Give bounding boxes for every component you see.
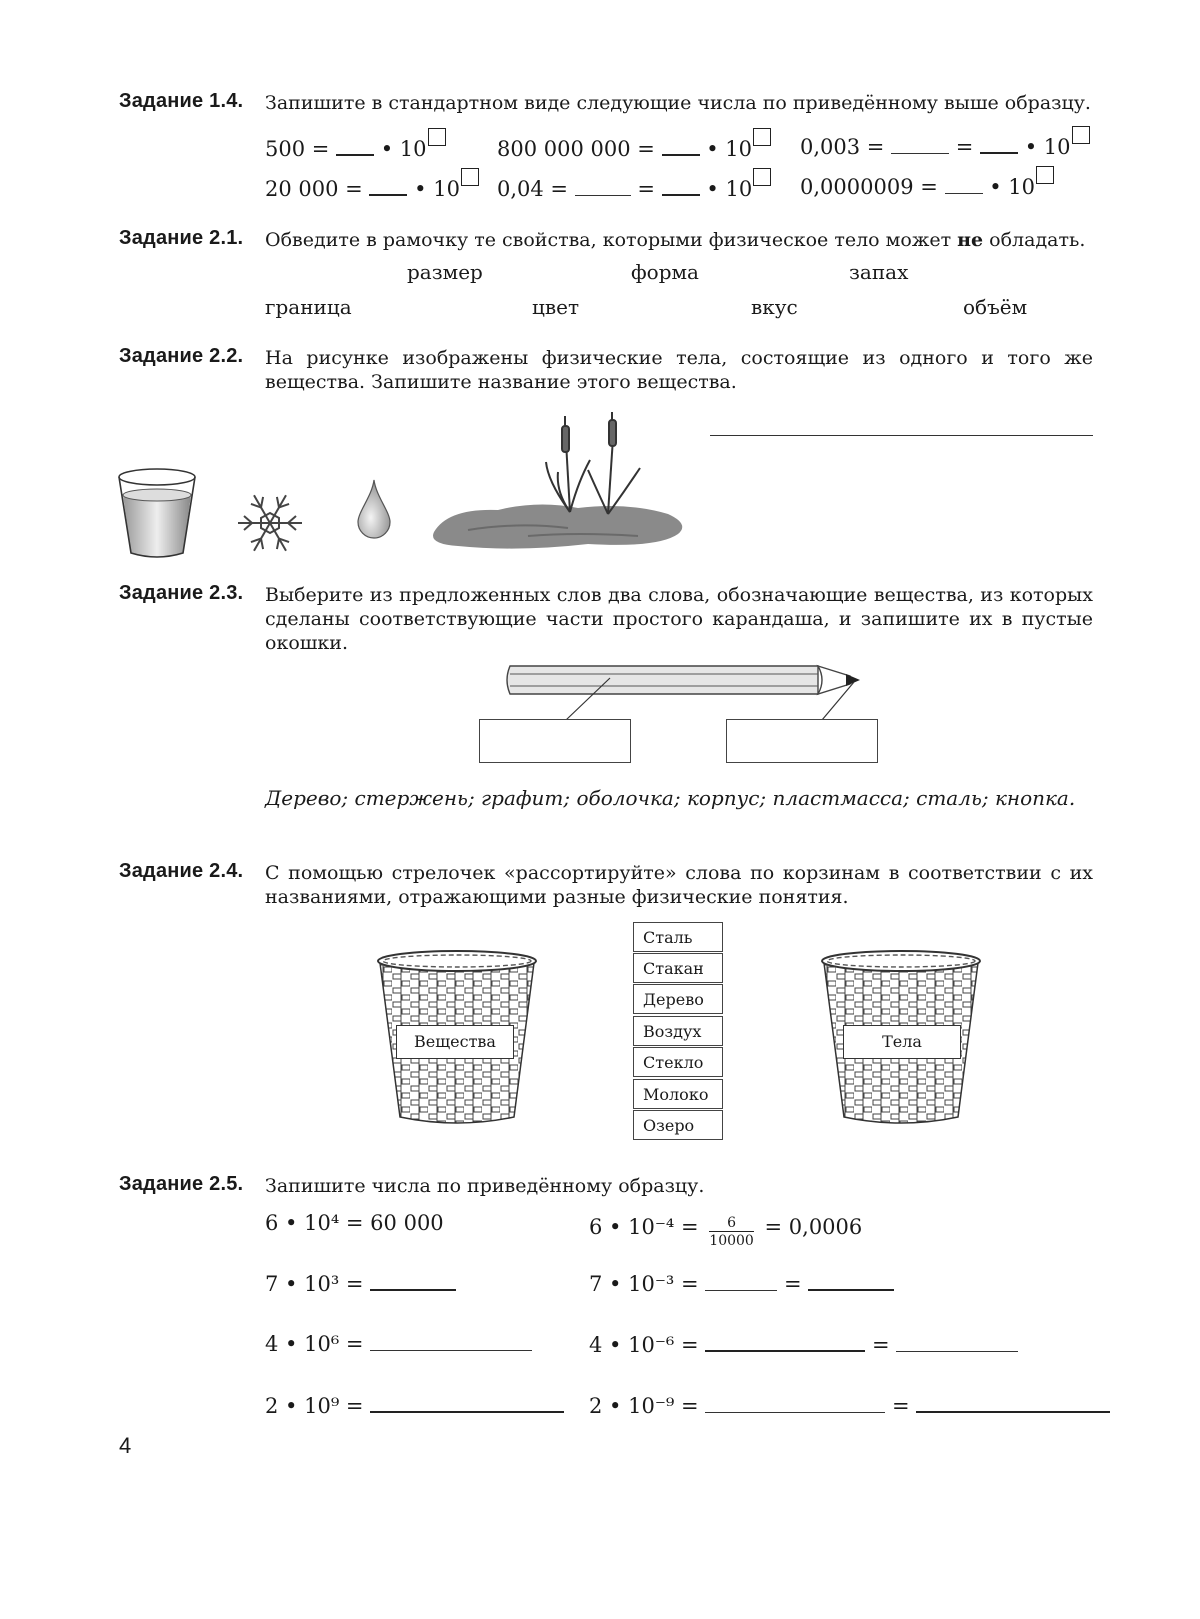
answer-blank[interactable] — [370, 1393, 564, 1413]
lake-with-reeds-icon — [428, 412, 690, 552]
property-word[interactable]: граница — [265, 295, 352, 319]
answer-blank[interactable] — [662, 176, 700, 196]
basket-label-substances: Вещества — [396, 1025, 514, 1059]
answer-blank[interactable] — [916, 1393, 1110, 1413]
glass-icon — [115, 465, 199, 561]
t14-row2-a: 20 000 = • 10 — [265, 168, 479, 201]
pencil-core-answer-box[interactable] — [726, 719, 878, 763]
t25-row3-right: 2 • 10⁻⁹ = = — [589, 1393, 1110, 1418]
t14-row1-a: 500 = • 10 — [265, 128, 446, 161]
exponent-box[interactable] — [461, 168, 479, 186]
basket-label-bodies: Тела — [843, 1025, 961, 1059]
t25-row3-left: 2 • 10⁹ = — [265, 1393, 564, 1418]
t25-row2-left: 4 • 10⁶ = — [265, 1332, 532, 1356]
exponent-box[interactable] — [753, 168, 771, 186]
answer-blank[interactable] — [705, 1272, 777, 1291]
exponent-box[interactable] — [1072, 126, 1090, 144]
task-2-4-label: Задание 2.4. — [119, 860, 244, 882]
t25-row1-right: 7 • 10⁻³ = = — [589, 1271, 894, 1296]
property-word[interactable]: размер — [407, 260, 483, 284]
property-word[interactable]: объём — [963, 295, 1028, 319]
task-2-2-label: Задание 2.2. — [119, 345, 244, 367]
t25-row2-right: 4 • 10⁻⁶ = = — [589, 1332, 1018, 1357]
task-2-2-text: На рисунке изображены физические тела, состоящие из одного и того же вещества. Запишите название этого вещества. — [265, 347, 1093, 393]
property-word[interactable]: цвет — [532, 295, 580, 319]
t25-row1-left: 7 • 10³ = — [265, 1271, 456, 1296]
exponent-box[interactable] — [1036, 166, 1054, 184]
exponent-box[interactable] — [753, 128, 771, 146]
word-list-item[interactable]: Воздух — [633, 1016, 723, 1046]
word-list-item[interactable]: Сталь — [633, 922, 723, 952]
answer-blank[interactable] — [705, 1394, 885, 1413]
task-2-5-text: Запишите числа по приведённому образцу. — [265, 1175, 705, 1197]
answer-blank[interactable] — [370, 1332, 532, 1351]
word-list-item[interactable]: Молоко — [633, 1079, 723, 1109]
task-2-3-label: Задание 2.3. — [119, 582, 244, 604]
example-left: 6 • 10⁴ = 60 000 — [265, 1211, 444, 1235]
task-2-1-label: Задание 2.1. — [119, 227, 244, 249]
answer-blank[interactable] — [705, 1332, 865, 1352]
page-number: 4 — [119, 1433, 132, 1458]
answer-blank[interactable] — [575, 177, 631, 196]
answer-line[interactable] — [710, 435, 1093, 436]
answer-blank[interactable] — [336, 136, 374, 156]
exponent-box[interactable] — [428, 128, 446, 146]
word-list-item[interactable]: Стакан — [633, 953, 723, 983]
property-word[interactable]: запах — [849, 260, 909, 284]
t14-row2-b: 0,04 = = • 10 — [497, 168, 771, 201]
example-fraction: $\frac{6}{10000}$ — [709, 1215, 754, 1249]
pencil-pointer-lines — [560, 674, 860, 724]
task-2-4-text: С помощью стрелочек «рассортируйте» слова по корзинам в соответствии с их названиями, отражающими разные физические понятия. — [265, 862, 1093, 908]
pencil-body-answer-box[interactable] — [479, 719, 631, 763]
water-drop-icon — [354, 478, 394, 540]
task-2-1-text: Обведите в рамочку те свойства, которыми физическое тело может не обладать. — [265, 229, 1086, 251]
answer-blank[interactable] — [945, 175, 983, 194]
t14-row1-b: 800 000 000 = • 10 — [497, 128, 771, 161]
task-1-4-text: Запишите в стандартном виде следующие числа по приведённому выше образцу. — [265, 92, 1091, 114]
word-list-item[interactable]: Дерево — [633, 984, 723, 1014]
task-1-4-label: Задание 1.4. — [119, 90, 244, 112]
word-options: Дерево; стержень; графит; оболочка; корпус; пластмасса; сталь; кнопка. — [265, 786, 1076, 810]
property-word[interactable]: вкус — [751, 295, 798, 319]
answer-blank[interactable] — [896, 1333, 1018, 1352]
t14-row1-c: 0,003 = = • 10 — [800, 126, 1090, 159]
task-2-5-label: Задание 2.5. — [119, 1173, 244, 1195]
answer-blank[interactable] — [370, 1271, 456, 1291]
answer-blank[interactable] — [891, 135, 949, 154]
answer-blank[interactable] — [980, 134, 1018, 154]
task-2-3-text: Выберите из предложенных слов два слова, обозначающие вещества, из которых сделаны соответствующие части простого карандаша, и запишите их в пустые окошки. — [265, 584, 1093, 654]
t14-row2-c: 0,0000009 = • 10 — [800, 166, 1054, 199]
answer-blank[interactable] — [369, 176, 407, 196]
answer-blank[interactable] — [808, 1271, 894, 1291]
word-list — [633, 922, 723, 1142]
example-right: 6 • 10⁻⁴ = $\frac{6}{10000}$ = 0,0006 — [589, 1215, 863, 1249]
answer-blank[interactable] — [662, 136, 700, 156]
snowflake-icon — [234, 490, 306, 556]
property-word[interactable]: форма — [631, 260, 699, 284]
word-list-item[interactable]: Озеро — [633, 1110, 723, 1140]
word-list-item[interactable]: Стекло — [633, 1047, 723, 1077]
